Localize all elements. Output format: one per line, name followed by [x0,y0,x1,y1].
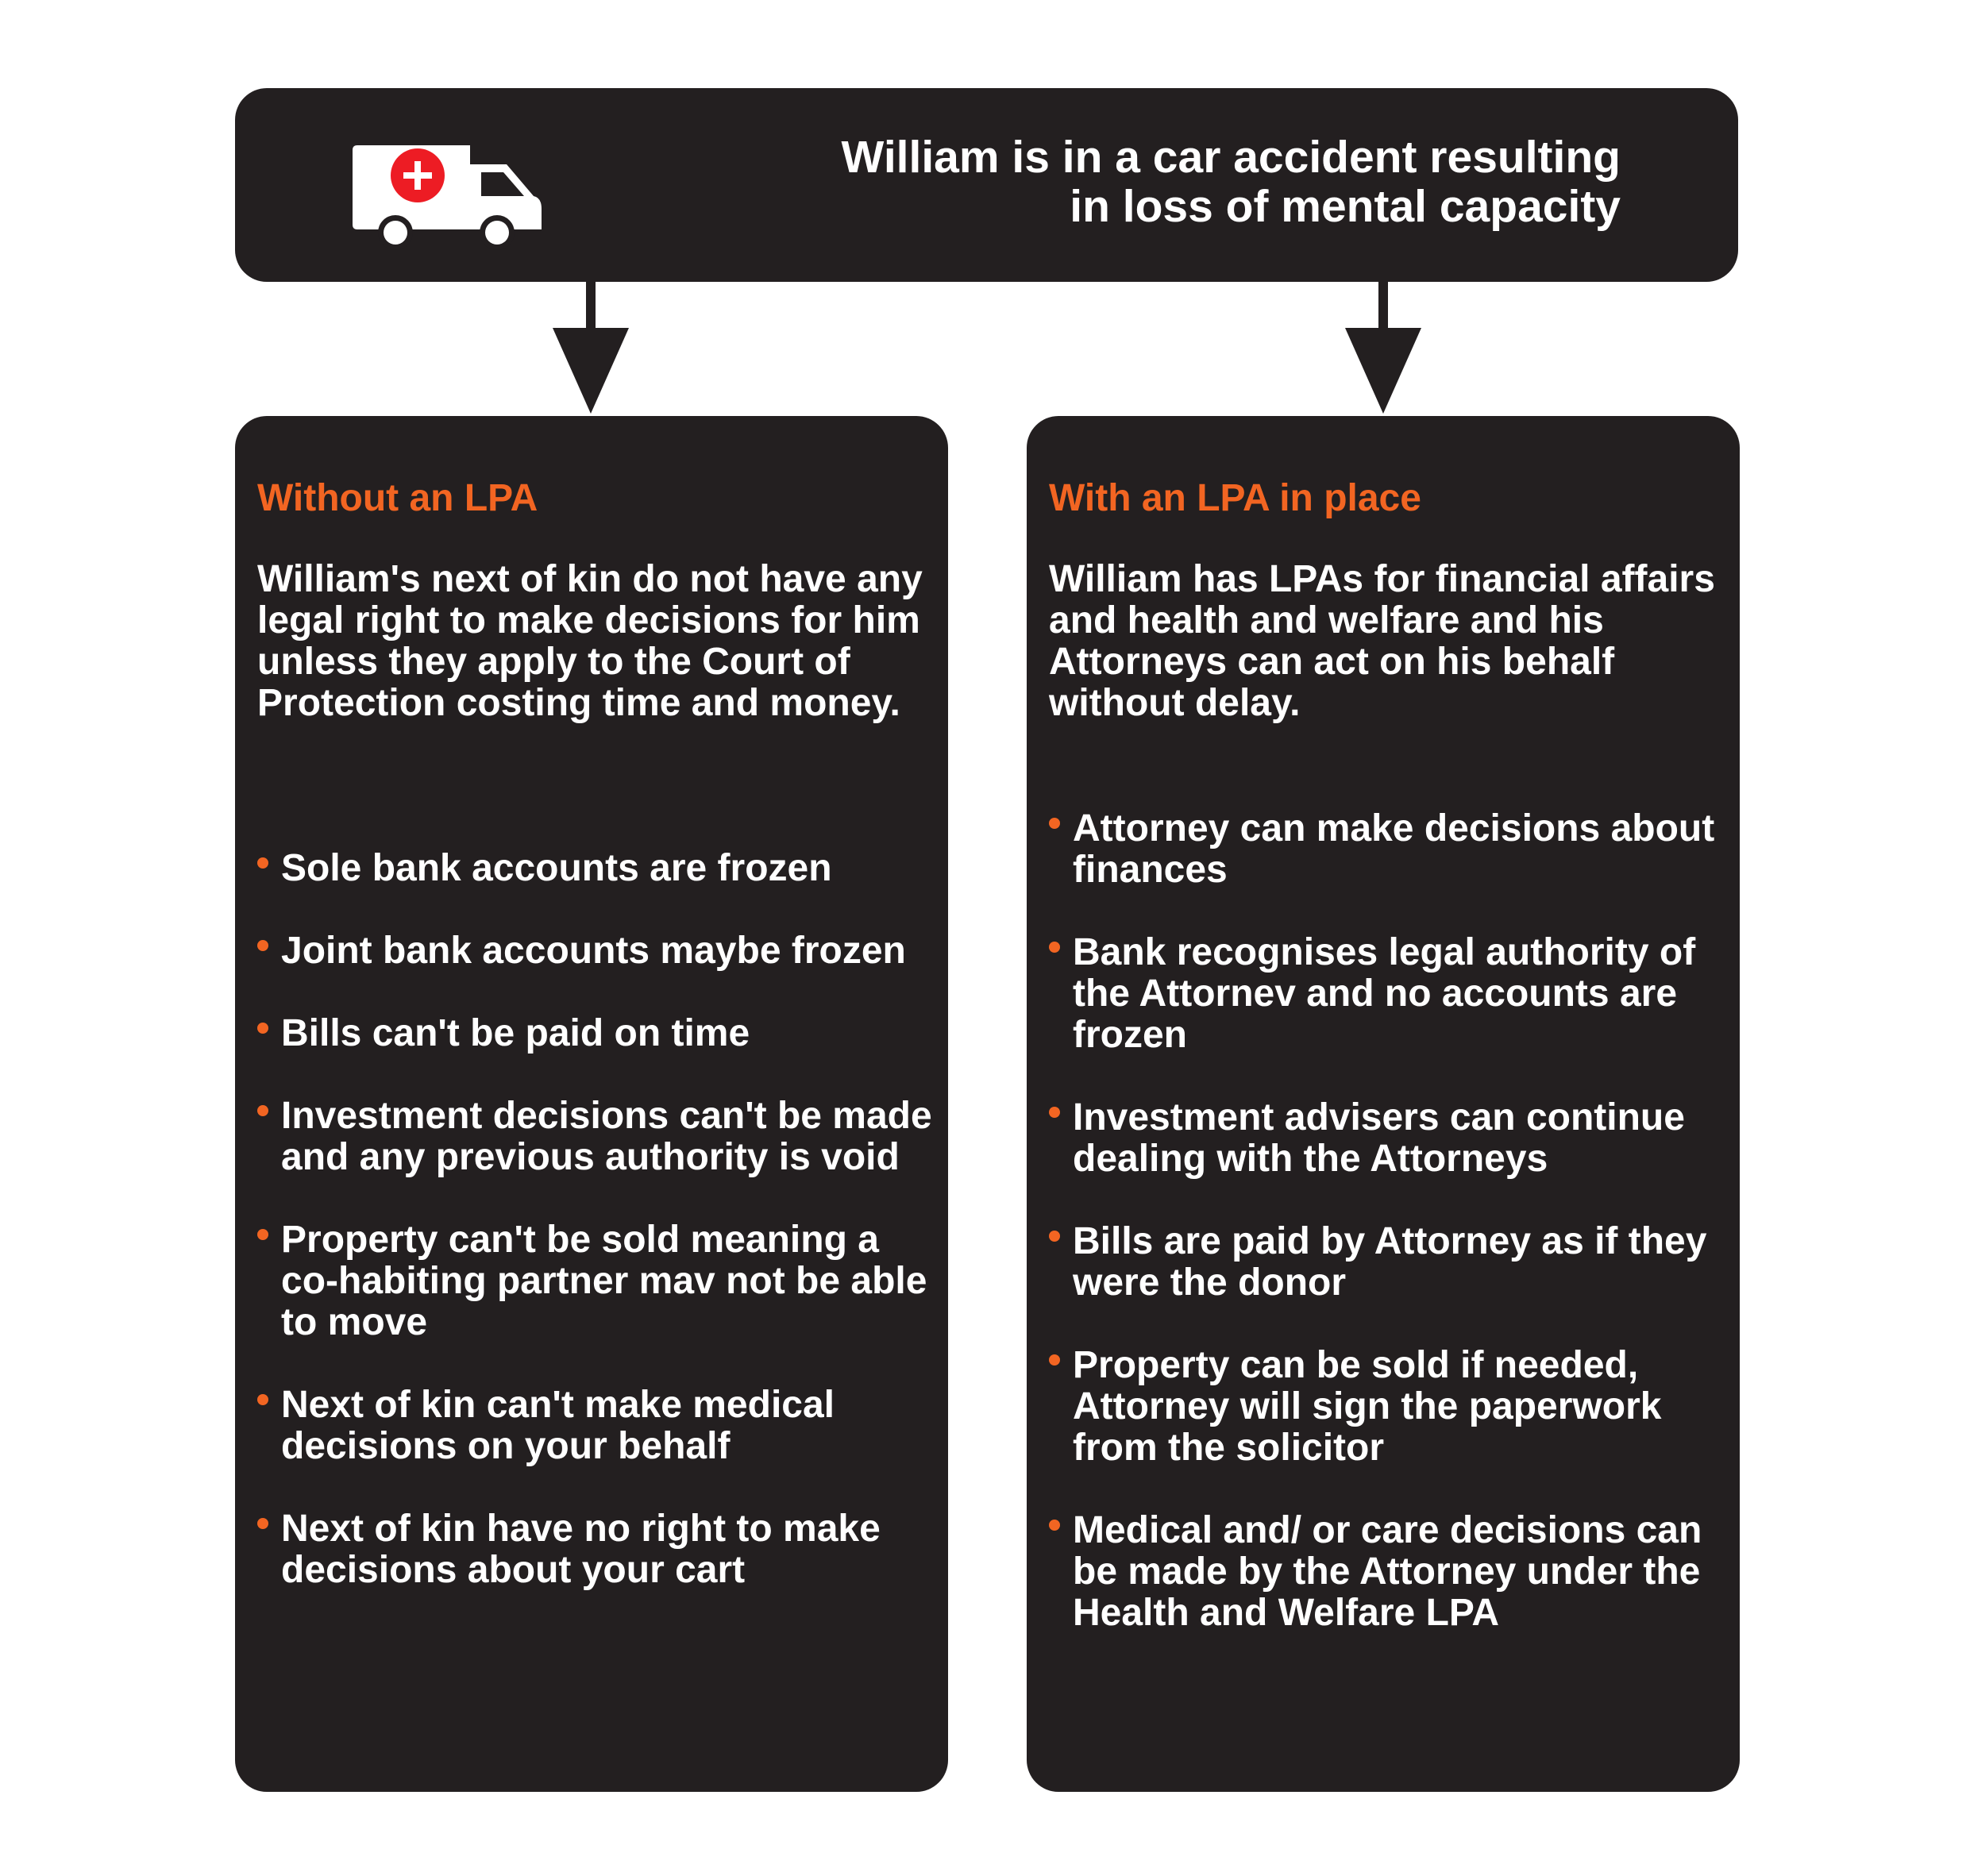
list-item [1049,1097,1732,1180]
list-item [1049,1345,1732,1469]
bullet-icon [257,1229,268,1240]
list-item-text: Attorney can make decisions about finances [1073,807,1715,891]
list-item [257,1508,940,1591]
list-item-text: Bills are paid by Attorney as if they were the donor [1073,1220,1707,1304]
consequence-list [257,848,940,1632]
bullet-icon [257,1105,268,1116]
bullet-icon [257,1394,268,1405]
list-item-text: Medical and/ or care decisions can be made by the Attorney under the Health and Welfare LPA [1073,1509,1702,1634]
list-item [257,1219,940,1343]
event-line-2: in loss of mental capacity [1070,181,1621,232]
arrow-down-icon [553,282,629,414]
list-item-text: Investment decisions can't be made and any previous authority is void [281,1095,932,1178]
list-item-text: Next of kin can't make medical decisions on your behalf [281,1384,835,1467]
list-item-text: Bills can't be paid on time [281,1012,750,1054]
list-item-text: Bank recognises legal authority of the Attornev and no accounts are frozen [1073,931,1696,1056]
list-item [257,1096,940,1178]
list-item-text: Property can't be sold meaning a co-habiting partner mav not be able to move [281,1219,927,1343]
event-description [588,133,1621,231]
with-lpa-panel [1027,416,1740,1792]
panel-intro: William's next of kin do not have any legal right to make decisions for him unless they apply to the Court of Protection costing time and money. [257,558,923,724]
without-lpa-panel [235,416,948,1792]
bullet-icon [1049,1354,1060,1366]
bullet-icon [1049,1107,1060,1118]
panel-heading: Without an LPA [257,477,538,519]
panel-heading: With an LPA in place [1049,477,1421,519]
list-item-text: Joint bank accounts maybe frozen [281,930,906,972]
list-item [1049,1510,1732,1634]
list-item-text: Investment advisers can continue dealing with the Attorneys [1073,1096,1685,1180]
panel-intro: William has LPAs for financial affairs and health and welfare and his Attorneys can act on his behalf without delay. [1049,558,1715,724]
bullet-icon [1049,942,1060,953]
list-item-text: Sole bank accounts are frozen [281,847,832,889]
list-item [257,930,940,972]
list-item [257,1385,940,1467]
bullet-icon [257,940,268,951]
bullet-icon [257,857,268,869]
list-item-text: Property can be sold if needed, Attorney will sign the paperwork from the solicitor [1073,1344,1662,1469]
event-box [235,88,1738,282]
benefit-list [1049,808,1732,1675]
list-item-text: Next of kin have no right to make decisions about your cart [281,1508,881,1591]
list-item [257,848,940,889]
bullet-icon [1049,1231,1060,1242]
list-item [257,1013,940,1054]
bullet-icon [1049,1520,1060,1531]
list-item [1049,1221,1732,1304]
event-line-1: William is in a car accident resulting [841,132,1621,183]
arrow-down-icon [1345,282,1421,414]
list-item [1049,932,1732,1056]
bullet-icon [257,1023,268,1034]
ambulance-icon [351,141,545,252]
list-item [1049,808,1732,891]
bullet-icon [1049,818,1060,829]
bullet-icon [257,1518,268,1529]
